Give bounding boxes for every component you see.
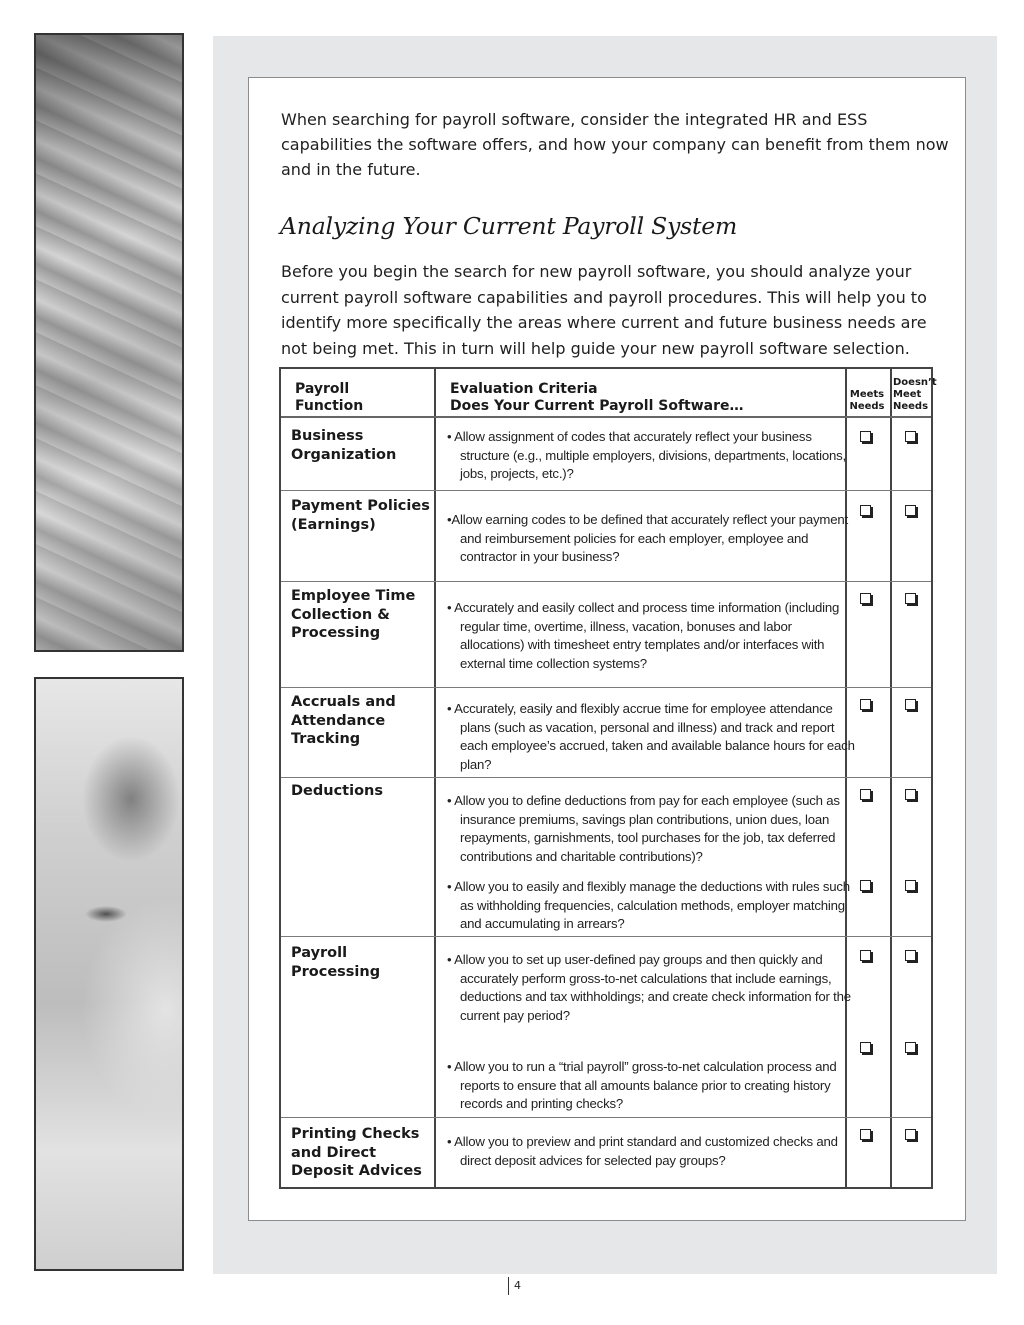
doesnt-meet-needs-checkbox[interactable] xyxy=(905,1129,916,1140)
doesnt-meet-needs-checkbox[interactable] xyxy=(905,593,916,604)
criteria-item: •Allow earning codes to be defined that accurately reflect your payment and reimbursement policies for each employer, employee and contractor in your business? xyxy=(447,512,848,564)
doesnt-meet-needs-checkbox[interactable] xyxy=(905,880,916,891)
meets-needs-checkbox[interactable] xyxy=(860,699,871,710)
criteria-item: • Accurately, easily and flexibly accrue time for employee attendance plans (such as vacation, personal and illness) and track and report each employee’s accrued, taken and available balance hours for each plan? xyxy=(447,701,855,772)
header-evaluation-criteria: Evaluation Criteria Does Your Current Payroll Software… xyxy=(450,381,744,414)
row-divider xyxy=(281,777,931,778)
section-paragraph: Before you begin the search for new payroll software, you should analyze your current payroll software capabilities and payroll procedures. This will help you to identify more specifically the areas where current and future business needs are not being met. This in turn will help guide your new payroll software selection. xyxy=(281,262,927,358)
meets-needs-checkbox[interactable] xyxy=(860,505,871,516)
function-accruals: Accruals and Attendance Tracking xyxy=(291,694,396,747)
meets-needs-checkbox[interactable] xyxy=(860,789,871,800)
decorative-photo-man-face xyxy=(34,677,184,1271)
meets-needs-checkbox[interactable] xyxy=(860,950,871,961)
meets-needs-checkbox[interactable] xyxy=(860,431,871,442)
doesnt-meet-needs-checkbox[interactable] xyxy=(905,505,916,516)
doesnt-meet-needs-checkbox[interactable] xyxy=(905,1042,916,1053)
header-doesnt-meet-needs: Doesn’t Meet Needs xyxy=(893,377,937,412)
page-number: 4 xyxy=(508,1277,521,1295)
meets-needs-checkbox[interactable] xyxy=(860,880,871,891)
row-divider xyxy=(281,1117,931,1118)
criteria-item: • Allow you to set up user-defined pay groups and then quickly and accurately perform gross-to-net calculations that include earnings, deductions and tax withholdings; and create check information for the current pay period? xyxy=(447,952,851,1023)
criteria-item: • Allow assignment of codes that accurately reflect your business structure (e.g., multiple employers, divisions, departments, locations, jobs, projects, etc.)? xyxy=(447,429,846,481)
meets-needs-checkbox[interactable] xyxy=(860,1042,871,1053)
function-payroll-processing: Payroll Processing xyxy=(291,945,381,980)
header-payroll-function: Payroll Function xyxy=(295,381,364,414)
criteria-item: • Accurately and easily collect and process time information (including regular time, overtime, illness, vacation, bonuses and labor allocations) with timesheet entry templates and/or interfaces with external time collection systems? xyxy=(447,600,840,671)
function-payment-policies: Payment Policies (Earnings) xyxy=(291,498,430,533)
doesnt-meet-needs-checkbox[interactable] xyxy=(905,699,916,710)
evaluation-table xyxy=(279,367,937,1189)
doesnt-meet-needs-checkbox[interactable] xyxy=(905,950,916,961)
column-divider xyxy=(434,369,436,1187)
header-divider xyxy=(281,416,931,418)
intro-text: When searching for payroll software, consider the integrated HR and ESS capabilities the software offers, and how your company can benefit from them now and in the future. xyxy=(281,110,949,179)
doesnt-meet-needs-checkbox[interactable] xyxy=(905,431,916,442)
decorative-photo-abstract xyxy=(34,33,184,652)
meets-needs-checkbox[interactable] xyxy=(860,593,871,604)
function-deductions: Deductions xyxy=(291,783,383,799)
criteria-item: • Allow you to preview and print standard and customized checks and direct deposit advices for selected pay groups? xyxy=(447,1134,838,1168)
row-divider xyxy=(281,581,931,582)
section-heading: Analyzing Your Current Payroll System xyxy=(280,212,738,240)
doesnt-meet-needs-checkbox[interactable] xyxy=(905,789,916,800)
criteria-item: • Allow you to easily and flexibly manage the deductions with rules such as withholding frequencies, calculation methods, employer matching and accumulating in arrears? xyxy=(447,879,850,931)
column-divider xyxy=(890,369,892,1187)
function-employee-time: Employee Time Collection & Processing xyxy=(291,588,416,641)
function-printing-checks: Printing Checks and Direct Deposit Advices xyxy=(291,1126,422,1179)
criteria-item: • Allow you to run a “trial payroll” gross-to-net calculation process and reports to ensure that all amounts balance prior to creating history records and printing checks? xyxy=(447,1059,837,1111)
header-meets-needs: Meets Needs xyxy=(849,389,885,412)
row-divider xyxy=(281,687,931,688)
meets-needs-checkbox[interactable] xyxy=(860,1129,871,1140)
row-divider xyxy=(281,490,931,491)
row-divider xyxy=(281,936,931,937)
function-business-organization: Business Organization xyxy=(291,428,397,463)
criteria-item: • Allow you to define deductions from pay for each employee (such as insurance premiums, savings plan contributions, union dues, loan repayments, garnishments, tool purchases for the job, tax deferred contributions and charitable contributions)? xyxy=(447,793,840,864)
